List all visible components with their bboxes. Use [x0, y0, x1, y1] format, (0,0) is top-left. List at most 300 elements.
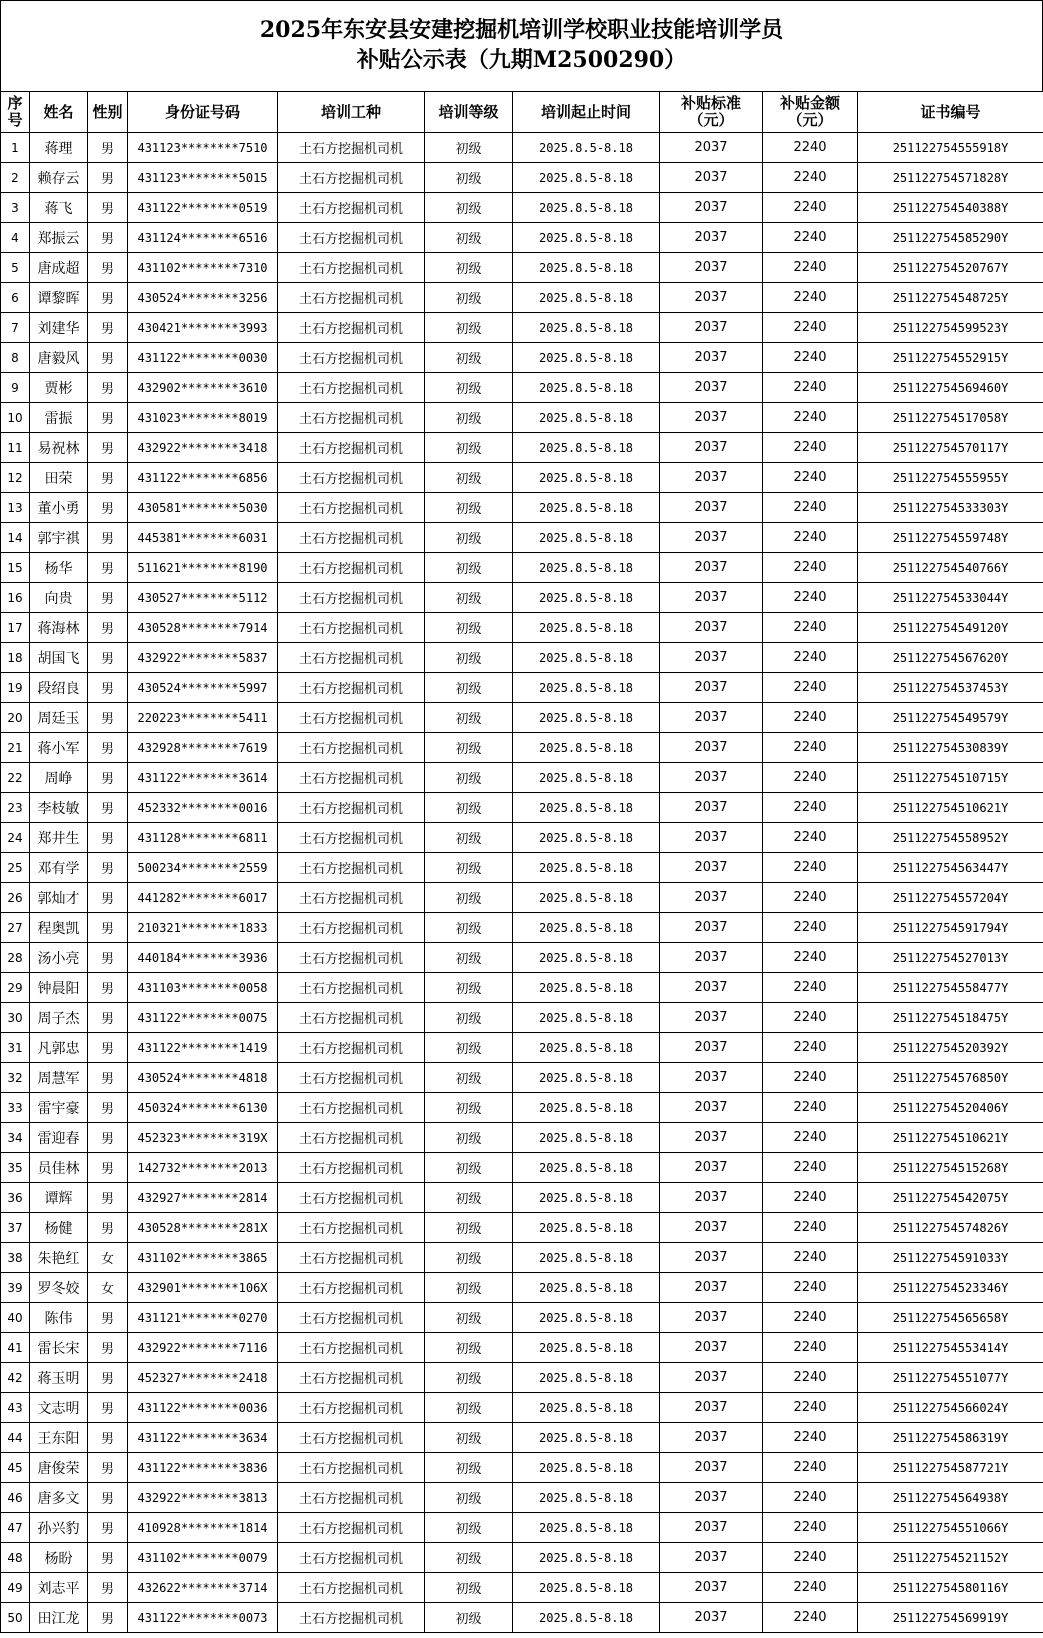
trade-cell: 土石方挖掘机司机: [278, 973, 425, 1003]
gender-cell: 男: [88, 1033, 128, 1063]
name-cell: 易祝林: [30, 433, 88, 463]
name-cell: 蒋小军: [30, 733, 88, 763]
table-row: [1, 1423, 1043, 1453]
level-cell: 初级: [425, 343, 513, 373]
certificate-number-cell: 251122754585290Y: [858, 223, 1043, 253]
gender-cell: 男: [88, 253, 128, 283]
trade-cell: 土石方挖掘机司机: [278, 793, 425, 823]
table-row: [1, 313, 1043, 343]
seq-cell: 28: [1, 943, 30, 973]
certificate-number-cell: 251122754559748Y: [858, 523, 1043, 553]
certificate-number-cell: 251122754587721Y: [858, 1453, 1043, 1483]
table-row: [1, 793, 1043, 823]
trade-cell: 土石方挖掘机司机: [278, 193, 425, 223]
header-id-number: 身份证号码: [128, 92, 278, 133]
subsidy-amount-cell: 2240: [763, 913, 858, 943]
trade-cell: 土石方挖掘机司机: [278, 853, 425, 883]
id-number-cell: 431122********1419: [128, 1033, 278, 1063]
name-cell: 周峥: [30, 763, 88, 793]
period-cell: 2025.8.5-8.18: [513, 1573, 660, 1603]
gender-cell: 男: [88, 163, 128, 193]
trade-cell: 土石方挖掘机司机: [278, 733, 425, 763]
level-cell: 初级: [425, 1573, 513, 1603]
subsidy-standard-cell: 2037: [660, 1183, 763, 1213]
name-cell: 田江龙: [30, 1603, 88, 1633]
table-row: [1, 1123, 1043, 1153]
period-cell: 2025.8.5-8.18: [513, 763, 660, 793]
subsidy-standard-cell: 2037: [660, 223, 763, 253]
table-row: [1, 163, 1043, 193]
name-cell: 蒋海林: [30, 613, 88, 643]
period-cell: 2025.8.5-8.18: [513, 1423, 660, 1453]
id-number-cell: 450324********6130: [128, 1093, 278, 1123]
subsidy-standard-cell: 2037: [660, 553, 763, 583]
subsidy-amount-cell: 2240: [763, 1573, 858, 1603]
period-cell: 2025.8.5-8.18: [513, 1543, 660, 1573]
seq-cell: 16: [1, 583, 30, 613]
seq-cell: 46: [1, 1483, 30, 1513]
subsidy-amount-cell: 2240: [763, 523, 858, 553]
subsidy-amount-cell: 2240: [763, 253, 858, 283]
trade-cell: 土石方挖掘机司机: [278, 1123, 425, 1153]
gender-cell: 女: [88, 1243, 128, 1273]
subsidy-amount-cell: 2240: [763, 943, 858, 973]
id-number-cell: 210321********1833: [128, 913, 278, 943]
trade-cell: 土石方挖掘机司机: [278, 1573, 425, 1603]
trade-cell: 土石方挖掘机司机: [278, 1603, 425, 1633]
name-cell: 周慧军: [30, 1063, 88, 1093]
trade-cell: 土石方挖掘机司机: [278, 1063, 425, 1093]
name-cell: 雷振: [30, 403, 88, 433]
subsidy-standard-cell: 2037: [660, 1153, 763, 1183]
subsidy-standard-cell: 2037: [660, 913, 763, 943]
table-row: [1, 1453, 1043, 1483]
period-cell: 2025.8.5-8.18: [513, 1483, 660, 1513]
name-cell: 员佳林: [30, 1153, 88, 1183]
name-cell: 杨健: [30, 1213, 88, 1243]
level-cell: 初级: [425, 673, 513, 703]
level-cell: 初级: [425, 403, 513, 433]
subsidy-amount-cell: 2240: [763, 1183, 858, 1213]
period-cell: 2025.8.5-8.18: [513, 1093, 660, 1123]
level-cell: 初级: [425, 1153, 513, 1183]
subsidy-amount-cell: 2240: [763, 1393, 858, 1423]
certificate-number-cell: 251122754571828Y: [858, 163, 1043, 193]
gender-cell: 男: [88, 1603, 128, 1633]
trade-cell: 土石方挖掘机司机: [278, 283, 425, 313]
period-cell: 2025.8.5-8.18: [513, 1153, 660, 1183]
subsidy-amount-cell: 2240: [763, 763, 858, 793]
name-cell: 郭灿才: [30, 883, 88, 913]
subsidy-amount-cell: 2240: [763, 1333, 858, 1363]
gender-cell: 男: [88, 553, 128, 583]
subsidy-amount-cell: 2240: [763, 703, 858, 733]
certificate-number-cell: 251122754527013Y: [858, 943, 1043, 973]
trade-cell: 土石方挖掘机司机: [278, 943, 425, 973]
id-number-cell: 431128********6811: [128, 823, 278, 853]
gender-cell: 男: [88, 133, 128, 163]
id-number-cell: 452323********319X: [128, 1123, 278, 1153]
level-cell: 初级: [425, 313, 513, 343]
gender-cell: 男: [88, 643, 128, 673]
subsidy-amount-cell: 2240: [763, 373, 858, 403]
period-cell: 2025.8.5-8.18: [513, 973, 660, 1003]
id-number-cell: 440184********3936: [128, 943, 278, 973]
table-row: [1, 193, 1043, 223]
name-cell: 杨盼: [30, 1543, 88, 1573]
id-number-cell: 430527********5112: [128, 583, 278, 613]
certificate-number-cell: 251122754537453Y: [858, 673, 1043, 703]
name-cell: 李枝敏: [30, 793, 88, 823]
id-number-cell: 430524********3256: [128, 283, 278, 313]
subsidy-standard-cell: 2037: [660, 1063, 763, 1093]
subsidy-amount-cell: 2240: [763, 1513, 858, 1543]
trade-cell: 土石方挖掘机司机: [278, 613, 425, 643]
table-row: [1, 253, 1043, 283]
subsidy-amount-cell: 2240: [763, 343, 858, 373]
seq-cell: 37: [1, 1213, 30, 1243]
table-row: [1, 1153, 1043, 1183]
table-row: [1, 883, 1043, 913]
name-cell: 田荣: [30, 463, 88, 493]
id-number-cell: 430528********281X: [128, 1213, 278, 1243]
subsidy-amount-cell: 2240: [763, 553, 858, 583]
name-cell: 周廷玉: [30, 703, 88, 733]
table-row: [1, 643, 1043, 673]
table-row: [1, 283, 1043, 313]
certificate-number-cell: 251122754551066Y: [858, 1513, 1043, 1543]
certificate-number-cell: 251122754569460Y: [858, 373, 1043, 403]
id-number-cell: 431122********3634: [128, 1423, 278, 1453]
gender-cell: 男: [88, 433, 128, 463]
level-cell: 初级: [425, 1093, 513, 1123]
trade-cell: 土石方挖掘机司机: [278, 1183, 425, 1213]
period-cell: 2025.8.5-8.18: [513, 943, 660, 973]
id-number-cell: 430524********5997: [128, 673, 278, 703]
period-cell: 2025.8.5-8.18: [513, 823, 660, 853]
seq-cell: 30: [1, 1003, 30, 1033]
table-row: [1, 133, 1043, 163]
seq-cell: 38: [1, 1243, 30, 1273]
gender-cell: 男: [88, 1513, 128, 1543]
name-cell: 唐毅风: [30, 343, 88, 373]
id-number-cell: 432622********3714: [128, 1573, 278, 1603]
gender-cell: 男: [88, 1303, 128, 1333]
subsidy-standard-cell: 2037: [660, 583, 763, 613]
name-cell: 赖存云: [30, 163, 88, 193]
subsidy-standard-cell: 2037: [660, 343, 763, 373]
subsidy-standard-cell: 2037: [660, 163, 763, 193]
subsidy-amount-cell: 2240: [763, 283, 858, 313]
subsidy-standard-cell: 2037: [660, 193, 763, 223]
period-cell: 2025.8.5-8.18: [513, 163, 660, 193]
subsidy-standard-cell: 2037: [660, 1363, 763, 1393]
certificate-number-cell: 251122754518475Y: [858, 1003, 1043, 1033]
subsidy-standard-cell: 2037: [660, 673, 763, 703]
subsidy-amount-cell: 2240: [763, 823, 858, 853]
subsidy-standard-cell: 2037: [660, 1483, 763, 1513]
id-number-cell: 431122********0075: [128, 1003, 278, 1033]
header-row: [1, 92, 1043, 133]
gender-cell: 男: [88, 883, 128, 913]
gender-cell: 男: [88, 1393, 128, 1423]
subsidy-amount-cell: 2240: [763, 493, 858, 523]
table-row: [1, 673, 1043, 703]
level-cell: 初级: [425, 163, 513, 193]
name-cell: 孙兴豹: [30, 1513, 88, 1543]
table-row: [1, 1243, 1043, 1273]
period-cell: 2025.8.5-8.18: [513, 613, 660, 643]
id-number-cell: 431122********0073: [128, 1603, 278, 1633]
gender-cell: 男: [88, 1213, 128, 1243]
trade-cell: 土石方挖掘机司机: [278, 913, 425, 943]
certificate-number-cell: 251122754591033Y: [858, 1243, 1043, 1273]
table-body: [1, 133, 1043, 1633]
level-cell: 初级: [425, 1243, 513, 1273]
period-cell: 2025.8.5-8.18: [513, 1213, 660, 1243]
certificate-number-cell: 251122754533303Y: [858, 493, 1043, 523]
header-name: 姓名: [30, 92, 88, 133]
gender-cell: 男: [88, 283, 128, 313]
table-row: [1, 943, 1043, 973]
subsidy-amount-cell: 2240: [763, 1243, 858, 1273]
gender-cell: 男: [88, 463, 128, 493]
table-row: [1, 553, 1043, 583]
subsidy-standard-cell: 2037: [660, 1603, 763, 1633]
certificate-number-cell: 251122754555918Y: [858, 133, 1043, 163]
name-cell: 郑振云: [30, 223, 88, 253]
trade-cell: 土石方挖掘机司机: [278, 1513, 425, 1543]
trade-cell: 土石方挖掘机司机: [278, 883, 425, 913]
seq-cell: 43: [1, 1393, 30, 1423]
name-cell: 蒋理: [30, 133, 88, 163]
level-cell: 初级: [425, 643, 513, 673]
table-row: [1, 1543, 1043, 1573]
subsidy-amount-cell: 2240: [763, 1483, 858, 1513]
gender-cell: 男: [88, 1483, 128, 1513]
level-cell: 初级: [425, 1483, 513, 1513]
table-row: [1, 1303, 1043, 1333]
certificate-number-cell: 251122754553414Y: [858, 1333, 1043, 1363]
period-cell: 2025.8.5-8.18: [513, 1243, 660, 1273]
level-cell: 初级: [425, 373, 513, 403]
name-cell: 谭黎晖: [30, 283, 88, 313]
level-cell: 初级: [425, 1453, 513, 1483]
trade-cell: 土石方挖掘机司机: [278, 1453, 425, 1483]
seq-cell: 50: [1, 1603, 30, 1633]
id-number-cell: 410928********1814: [128, 1513, 278, 1543]
subsidy-amount-cell: 2240: [763, 1453, 858, 1483]
table-row: [1, 223, 1043, 253]
gender-cell: 男: [88, 1123, 128, 1153]
level-cell: 初级: [425, 1303, 513, 1333]
name-cell: 周子杰: [30, 1003, 88, 1033]
level-cell: 初级: [425, 613, 513, 643]
id-number-cell: 430528********7914: [128, 613, 278, 643]
name-cell: 雷宇豪: [30, 1093, 88, 1123]
certificate-number-cell: 251122754510715Y: [858, 763, 1043, 793]
seq-cell: 32: [1, 1063, 30, 1093]
id-number-cell: 431123********7510: [128, 133, 278, 163]
subsidy-amount-cell: 2240: [763, 583, 858, 613]
title-line-2: 补贴公示表（九期M2500290）: [356, 47, 687, 73]
certificate-number-cell: 251122754555955Y: [858, 463, 1043, 493]
id-number-cell: 432922********3813: [128, 1483, 278, 1513]
level-cell: 初级: [425, 703, 513, 733]
subsidy-standard-cell: 2037: [660, 1543, 763, 1573]
period-cell: 2025.8.5-8.18: [513, 1333, 660, 1363]
subsidy-standard-cell: 2037: [660, 1453, 763, 1483]
id-number-cell: 431023********8019: [128, 403, 278, 433]
seq-cell: 45: [1, 1453, 30, 1483]
level-cell: 初级: [425, 1123, 513, 1153]
table-row: [1, 583, 1043, 613]
id-number-cell: 511621********8190: [128, 553, 278, 583]
table-row: [1, 1003, 1043, 1033]
trade-cell: 土石方挖掘机司机: [278, 1303, 425, 1333]
certificate-number-cell: 251122754540766Y: [858, 553, 1043, 583]
trade-cell: 土石方挖掘机司机: [278, 1033, 425, 1063]
gender-cell: 男: [88, 913, 128, 943]
gender-cell: 男: [88, 343, 128, 373]
period-cell: 2025.8.5-8.18: [513, 1393, 660, 1423]
trade-cell: 土石方挖掘机司机: [278, 313, 425, 343]
level-cell: 初级: [425, 1363, 513, 1393]
gender-cell: 男: [88, 793, 128, 823]
table-row: [1, 1033, 1043, 1063]
subsidy-amount-cell: 2240: [763, 643, 858, 673]
certificate-number-cell: 251122754542075Y: [858, 1183, 1043, 1213]
period-cell: 2025.8.5-8.18: [513, 373, 660, 403]
subsidy-standard-cell: 2037: [660, 943, 763, 973]
level-cell: 初级: [425, 583, 513, 613]
gender-cell: 男: [88, 193, 128, 223]
period-cell: 2025.8.5-8.18: [513, 283, 660, 313]
seq-cell: 49: [1, 1573, 30, 1603]
id-number-cell: 432928********7619: [128, 733, 278, 763]
subsidy-standard-cell: 2037: [660, 793, 763, 823]
id-number-cell: 431122********0036: [128, 1393, 278, 1423]
table-row: [1, 1333, 1043, 1363]
subsidy-amount-cell: 2240: [763, 1543, 858, 1573]
subsidy-standard-cell: 2037: [660, 1003, 763, 1033]
level-cell: 初级: [425, 823, 513, 853]
period-cell: 2025.8.5-8.18: [513, 133, 660, 163]
period-cell: 2025.8.5-8.18: [513, 1363, 660, 1393]
name-cell: 唐多文: [30, 1483, 88, 1513]
gender-cell: 男: [88, 1573, 128, 1603]
level-cell: 初级: [425, 223, 513, 253]
seq-cell: 18: [1, 643, 30, 673]
period-cell: 2025.8.5-8.18: [513, 1003, 660, 1033]
level-cell: 初级: [425, 1333, 513, 1363]
subsidy-amount-cell: 2240: [763, 1423, 858, 1453]
certificate-number-cell: 251122754520392Y: [858, 1033, 1043, 1063]
table-row: [1, 913, 1043, 943]
trade-cell: 土石方挖掘机司机: [278, 133, 425, 163]
trade-cell: 土石方挖掘机司机: [278, 823, 425, 853]
gender-cell: 男: [88, 853, 128, 883]
trade-cell: 土石方挖掘机司机: [278, 703, 425, 733]
certificate-number-cell: 251122754558952Y: [858, 823, 1043, 853]
header-subsidy-amount: 补贴金额 （元）: [763, 92, 858, 133]
certificate-number-cell: 251122754515268Y: [858, 1153, 1043, 1183]
name-cell: 郑井生: [30, 823, 88, 853]
subsidy-amount-cell: 2240: [763, 973, 858, 1003]
gender-cell: 男: [88, 1363, 128, 1393]
seq-cell: 33: [1, 1093, 30, 1123]
id-number-cell: 430524********4818: [128, 1063, 278, 1093]
certificate-number-cell: 251122754510621Y: [858, 793, 1043, 823]
certificate-number-cell: 251122754574826Y: [858, 1213, 1043, 1243]
name-cell: 朱艳红: [30, 1243, 88, 1273]
seq-cell: 5: [1, 253, 30, 283]
seq-cell: 40: [1, 1303, 30, 1333]
subsidy-standard-cell: 2037: [660, 1303, 763, 1333]
name-cell: 文志明: [30, 1393, 88, 1423]
subsidy-amount-cell: 2240: [763, 1363, 858, 1393]
certificate-number-cell: 251122754548725Y: [858, 283, 1043, 313]
seq-cell: 6: [1, 283, 30, 313]
trade-cell: 土石方挖掘机司机: [278, 373, 425, 403]
name-cell: 陈伟: [30, 1303, 88, 1333]
gender-cell: 男: [88, 403, 128, 433]
level-cell: 初级: [425, 1003, 513, 1033]
level-cell: 初级: [425, 793, 513, 823]
certificate-number-cell: 251122754586319Y: [858, 1423, 1043, 1453]
table-row: [1, 493, 1043, 523]
level-cell: 初级: [425, 883, 513, 913]
certificate-number-cell: 251122754540388Y: [858, 193, 1043, 223]
trade-cell: 土石方挖掘机司机: [278, 1093, 425, 1123]
subsidy-amount-cell: 2240: [763, 1213, 858, 1243]
subsidy-standard-cell: 2037: [660, 253, 763, 283]
certificate-number-cell: 251122754564938Y: [858, 1483, 1043, 1513]
id-number-cell: 431122********6856: [128, 463, 278, 493]
seq-cell: 39: [1, 1273, 30, 1303]
gender-cell: 男: [88, 1153, 128, 1183]
subsidy-standard-cell: 2037: [660, 733, 763, 763]
id-number-cell: 432922********5837: [128, 643, 278, 673]
trade-cell: 土石方挖掘机司机: [278, 673, 425, 703]
level-cell: 初级: [425, 1603, 513, 1633]
table-row: [1, 973, 1043, 1003]
gender-cell: 男: [88, 1543, 128, 1573]
subsidy-standard-cell: 2037: [660, 703, 763, 733]
seq-cell: 47: [1, 1513, 30, 1543]
subsidy-amount-cell: 2240: [763, 163, 858, 193]
subsidy-standard-cell: 2037: [660, 463, 763, 493]
seq-cell: 20: [1, 703, 30, 733]
level-cell: 初级: [425, 763, 513, 793]
certificate-number-cell: 251122754549579Y: [858, 703, 1043, 733]
subsidy-standard-cell: 2037: [660, 763, 763, 793]
gender-cell: 男: [88, 943, 128, 973]
table-row: [1, 1483, 1043, 1513]
gender-cell: 男: [88, 373, 128, 403]
gender-cell: 男: [88, 613, 128, 643]
name-cell: 雷长宋: [30, 1333, 88, 1363]
period-cell: 2025.8.5-8.18: [513, 793, 660, 823]
table-row: [1, 613, 1043, 643]
subsidy-amount-cell: 2240: [763, 1003, 858, 1033]
table-row: [1, 523, 1043, 553]
subsidy-standard-cell: 2037: [660, 133, 763, 163]
gender-cell: 男: [88, 583, 128, 613]
level-cell: 初级: [425, 1063, 513, 1093]
trade-cell: 土石方挖掘机司机: [278, 343, 425, 373]
certificate-number-cell: 251122754599523Y: [858, 313, 1043, 343]
